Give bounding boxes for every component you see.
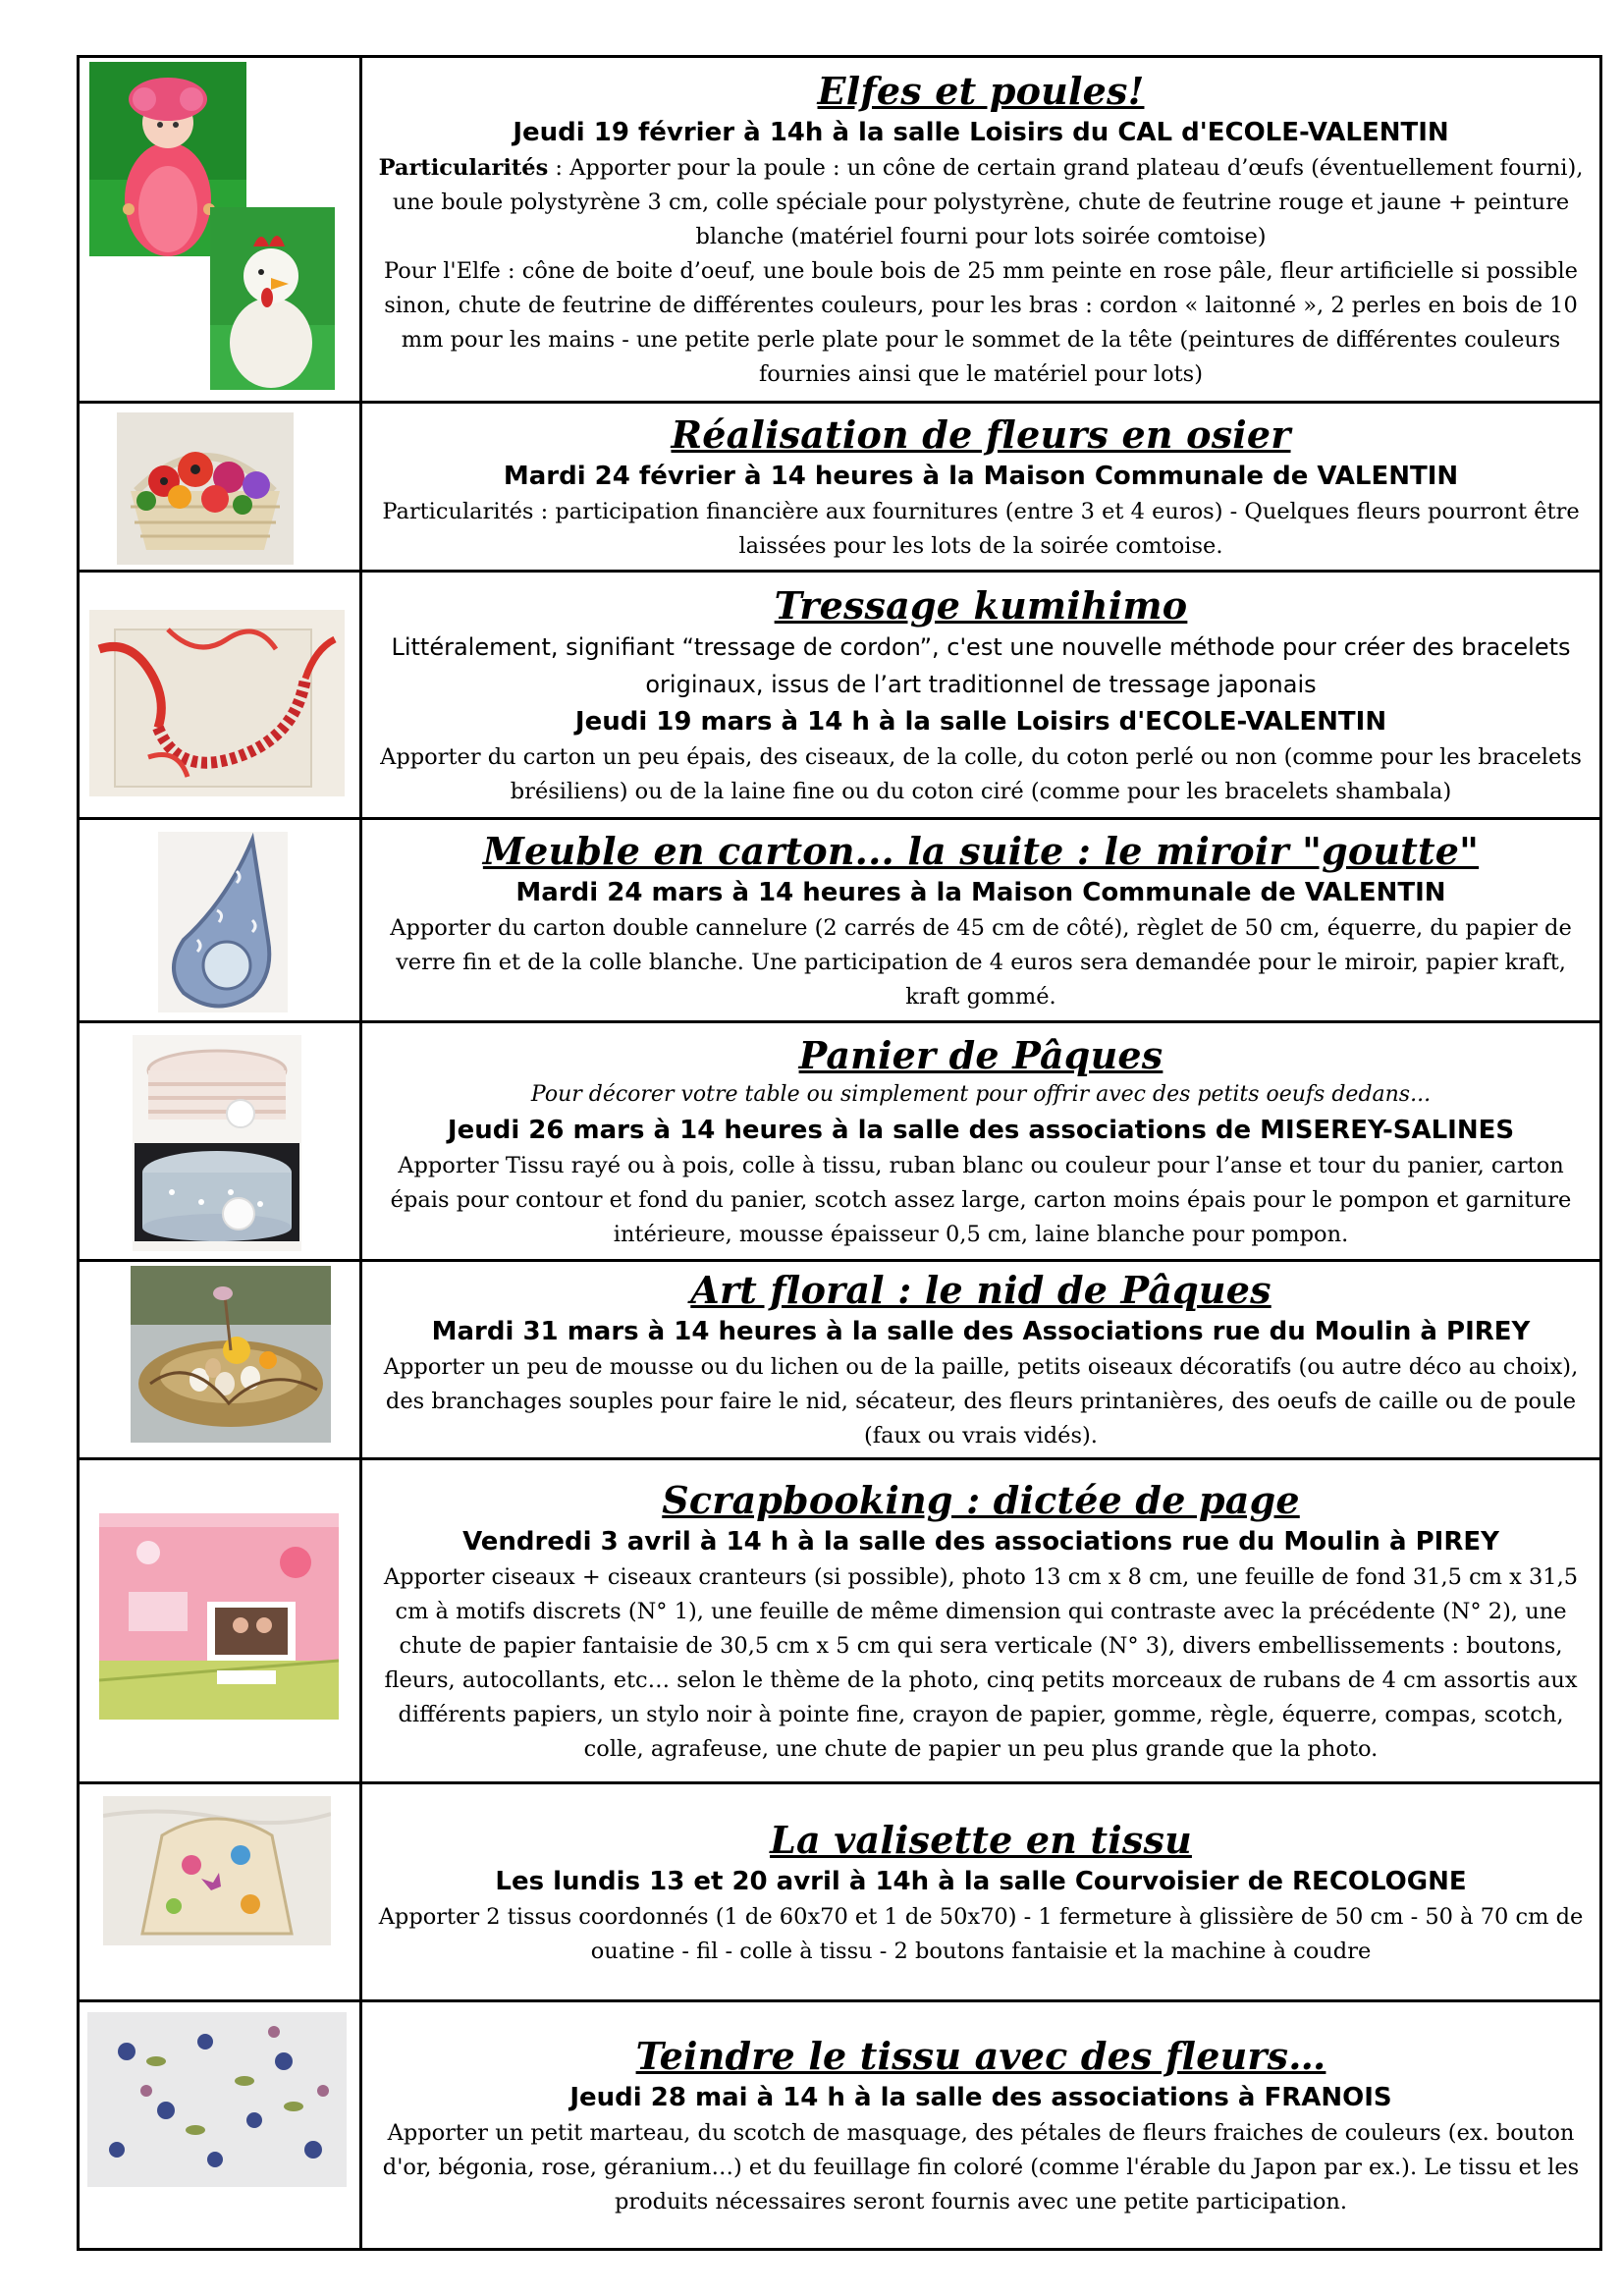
workshop-date: Mardi 24 février à 14 heures à la Maison Communale de VALENTIN: [503, 461, 1459, 491]
workshop-title: Art floral : le nid de Pâques: [690, 1268, 1271, 1312]
workshop-details: [362, 404, 1599, 570]
workshop-row: [80, 573, 1599, 820]
workshop-details: [362, 820, 1599, 1020]
workshop-date: Jeudi 28 mai à 14 h à la salle des associations à FRANOIS: [569, 2082, 1392, 2112]
workshop-date: Mardi 24 mars à 14 heures à la Maison Communale de VALENTIN: [515, 877, 1446, 907]
hen-photo: [210, 207, 335, 390]
workshop-description: Particularités : participation financière aux fournitures (entre 3 et 4 euros) - Quelques fleurs pourront être laissées pour les lots de la soirée comtoise.: [382, 498, 1580, 559]
workshop-title: Meuble en carton... la suite : le miroir "goutte": [482, 828, 1480, 873]
workshop-description-text: : Apporter pour la poule : un cône de certain grand plateau d’œufs (éventuellement fourni), une boule polystyrène 3 cm, colle spéciale pour polystyrène, chute de feutrine rouge et jaune + peinture blanche (matériel fourni pour lots soirée comtoise): [392, 155, 1584, 249]
workshop-row: [80, 2002, 1599, 2248]
workshop-photo-cell: [80, 1023, 362, 1259]
workshop-row: [80, 58, 1599, 404]
workshop-details: [362, 1023, 1599, 1259]
fabric-case-photo: [103, 1796, 331, 1945]
kumihimo-photo: [89, 610, 345, 796]
workshop-title: La valisette en tissu: [770, 1817, 1192, 1862]
workshop-date: Jeudi 19 février à 14h à la salle Loisirs du CAL d'ECOLE-VALENTIN: [513, 118, 1449, 147]
scrapbook-page-photo: [99, 1513, 339, 1720]
workshop-row: [80, 1262, 1599, 1460]
workshop-details: [362, 1262, 1599, 1457]
workshop-photo-cell: [80, 1784, 362, 1999]
workshop-description: Apporter 2 tissus coordonnés (1 de 60x70 et 1 de 50x70) - 1 fermeture à glissière de 50 cm - 50 à 70 cm de ouatine - fil - colle à tissu - 2 boutons fantaisie et la machine à coudre: [378, 1903, 1584, 1964]
workshop-title: Tressage kumihimo: [774, 582, 1188, 628]
workshop-title: Teindre le tissu avec des fleurs…: [635, 2033, 1326, 2078]
workshop-photo-cell: [80, 573, 362, 817]
workshop-row: [80, 1784, 1599, 2002]
workshop-subtitle: Pour décorer votre table ou simplement pour offrir avec des petits oeufs dedans...: [530, 1081, 1432, 1107]
workshop-date: Vendredi 3 avril à 14 h à la salle des associations rue du Moulin à PIREY: [462, 1526, 1499, 1557]
workshop-photo-cell: [80, 820, 362, 1020]
workshop-date: Jeudi 19 mars à 14 h à la salle Loisirs d'ECOLE-VALENTIN: [574, 706, 1387, 737]
workshop-row: [80, 1460, 1599, 1784]
workshop-description: Apporter un peu de mousse ou du lichen ou de la paille, petits oiseaux décoratifs (ou autre déco au choix), des branchages souples pour faire le nid, sécateur, des fleurs printanières, des oeufs de caille ou de poule (faux ou vrais vidés).: [383, 1354, 1579, 1449]
workshop-description-elf: Pour l'Elfe : cône de boite d’oeuf, une boule bois de 25 mm peinte en rose pâle, fleur artificielle si possible sinon, chute de feutrine de différentes couleurs, pour les bras : cordon « laitonné », 2 perles en bois de 10 mm pour les mains - une petite perle plate pour le sommet de la tête (peintures de différentes couleurs fournies ainsi que le matériel pour lots): [384, 258, 1578, 387]
workshop-photo-cell: [80, 58, 362, 401]
workshop-description: Apporter du carton double cannelure (2 carrés de 45 cm de côté), règlet de 50 cm, équerre, du papier de verre fin et de la colle blanche. Une participation de 4 euros sera demandée pour le miroir, papier kraft, kraft gommé.: [390, 914, 1572, 1010]
easter-basket-photo: [133, 1035, 301, 1251]
workshop-table: [77, 55, 1602, 2251]
workshop-title: Réalisation de fleurs en osier: [671, 411, 1291, 457]
workshop-photo-cell: [80, 2002, 362, 2248]
workshop-row: [80, 1023, 1599, 1262]
workshop-date: Mardi 31 mars à 14 heures à la salle des Associations rue du Moulin à PIREY: [431, 1317, 1531, 1346]
workshop-row: [80, 820, 1599, 1023]
workshop-details: [362, 58, 1599, 401]
workshop-description: Apporter Tissu rayé ou à pois, colle à tissu, ruban blanc ou couleur pour l’anse et tour du panier, carton épais pour contour et fond du panier, scotch assez large, carton moins épais pour le pompon et garniture intérieure, mousse épaisseur 0,5 cm, laine blanche pour pompon.: [390, 1152, 1572, 1247]
particularites-label: Particularités: [378, 155, 549, 181]
flower-dyed-fabric-photo: [87, 2012, 347, 2187]
workshop-date: Jeudi 26 mars à 14 heures à la salle des associations de MISEREY-SALINES: [447, 1115, 1515, 1145]
workshop-intro: Littéralement, signifiant “tressage de cordon”, c'est une nouvelle méthode pour créer des bracelets originaux, issus de l’art traditionnel de tressage japonais: [391, 632, 1571, 698]
workshop-details: [362, 1460, 1599, 1781]
workshop-details: [362, 573, 1599, 817]
workshop-details: [362, 1784, 1599, 1999]
workshop-description: Apporter du carton un peu épais, des ciseaux, de la colle, du coton perlé ou non (comme pour les bracelets brésiliens) ou de la laine fine ou du coton ciré (comme pour les bracelets shambala): [380, 743, 1582, 804]
workshop-date: Les lundis 13 et 20 avril à 14h à la salle Courvoisier de RECOLOGNE: [495, 1866, 1467, 1896]
workshop-photo-cell: [80, 404, 362, 570]
wicker-flower-basket-photo: [117, 412, 294, 565]
workshop-description: Apporter un petit marteau, du scotch de masquage, des pétales de fleurs fraiches de couleurs (ex. bouton d'or, bégonia, rose, géranium…) et du feuillage fin coloré (comme l'érable du Japon par ex.). Le tissu et les produits nécessaires seront fournis avec une petite participation.: [382, 2119, 1580, 2214]
workshop-photo-cell: [80, 1262, 362, 1457]
workshop-description: Apporter ciseaux + ciseaux cranteurs (si possible), photo 13 cm x 8 cm, une feuille de fond 31,5 cm x 31,5 cm à motifs discrets (N° 1), une feuille de même dimension qui contraste avec la précédente (N° 2), une chute de papier fantaisie de 30,5 cm x 5 cm qui sera verticale (N° 3), divers embellissements : boutons, fleurs, autocollants, etc… selon le thème de la photo, cinq petits morceaux de rubans de 4 cm assortis aux différents papiers, un stylo noir à pointe fine, crayon de papier, gomme, règle, équerre, compas, scotch, colle, agrafeuse, une chute de papier un peu plus grande que la photo.: [383, 1563, 1579, 1762]
workshop-title: Elfes et poules!: [817, 69, 1145, 113]
workshop-description: [370, 151, 1592, 254]
workshop-details: [362, 2002, 1599, 2248]
easter-nest-photo: [131, 1266, 331, 1443]
workshop-title: Panier de Pâques: [798, 1032, 1163, 1077]
drop-mirror-photo: [158, 832, 288, 1012]
workshop-title: Scrapbooking : dictée de page: [662, 1477, 1300, 1522]
workshop-photo-cell: [80, 1460, 362, 1781]
workshop-row: [80, 404, 1599, 573]
